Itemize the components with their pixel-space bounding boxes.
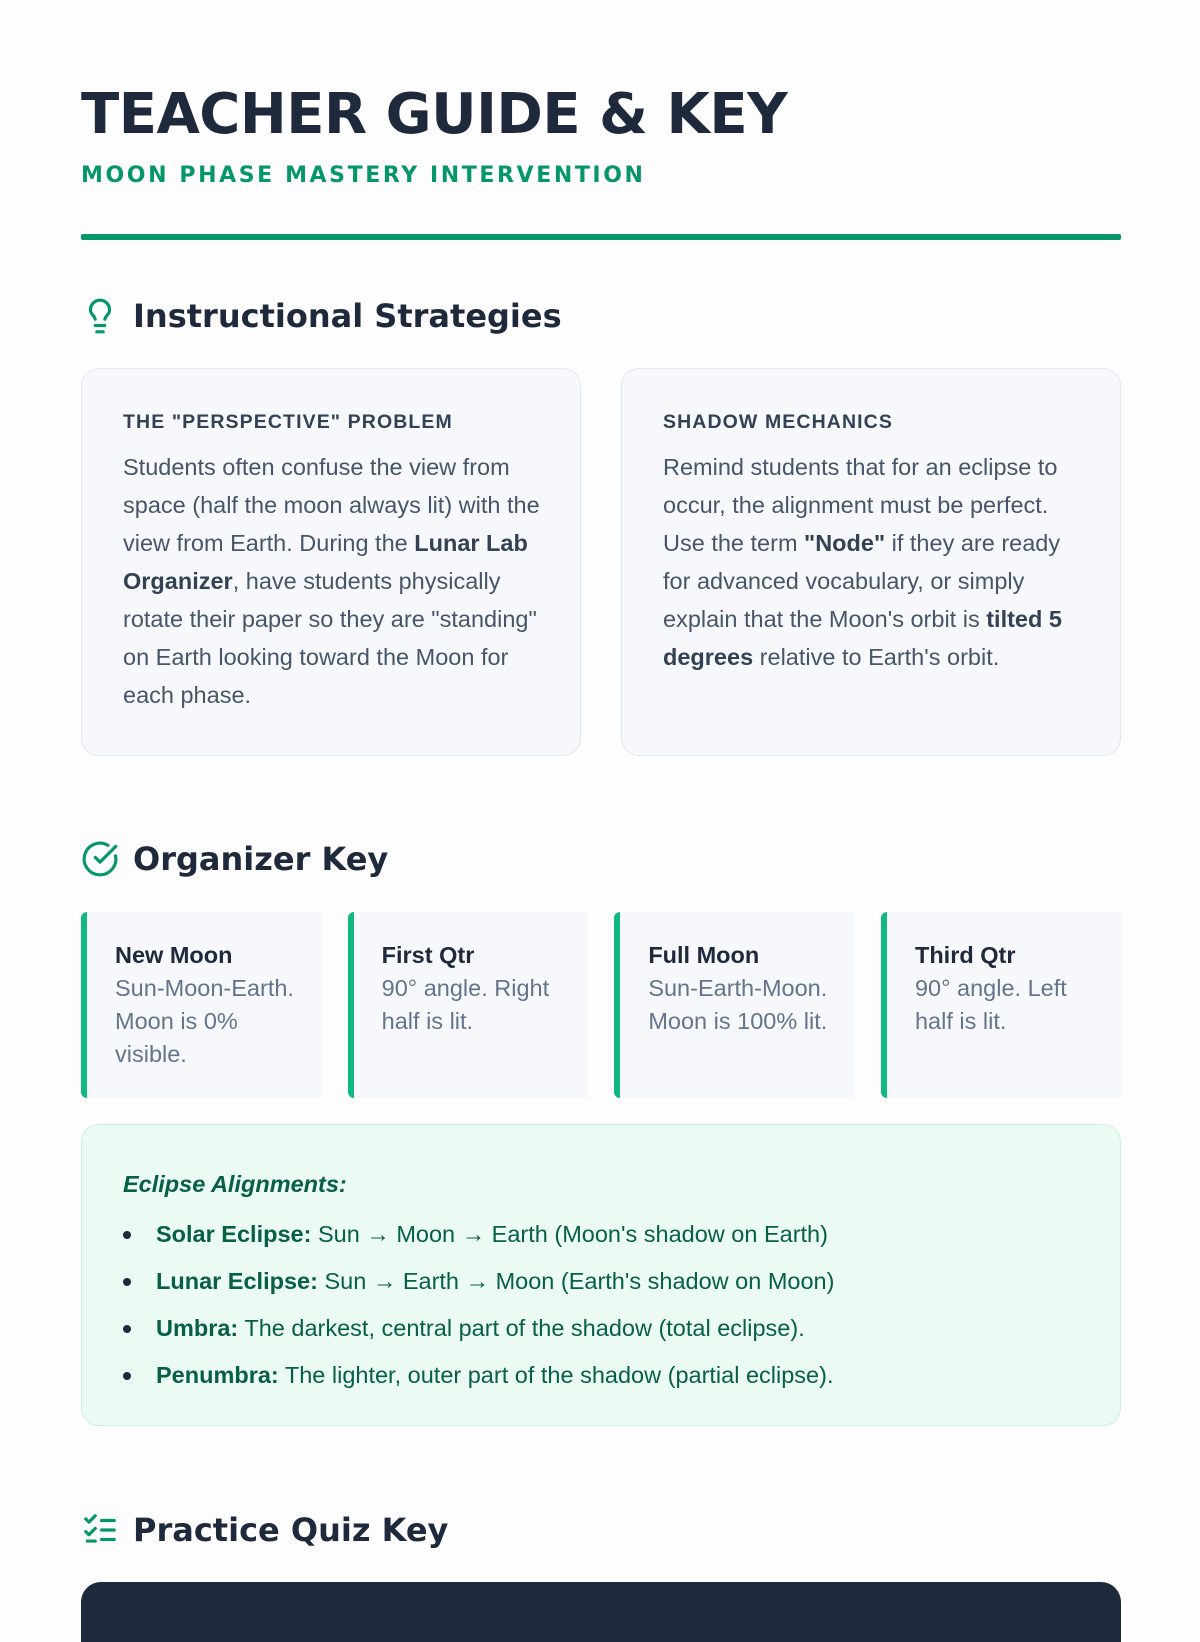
check-circle-icon [81, 840, 119, 878]
card-text: Students often confuse the view from space (half the moon always lit) with the view from Earth. During the Lunar Lab Organizer, have students physically rotate their paper so they are "standing" on Earth looking toward the Moon for each phase. [123, 454, 540, 708]
eclipse-alignments-box [81, 1124, 1121, 1426]
phase-card-first-quarter [348, 912, 588, 1098]
strategy-card-shadow [621, 368, 1121, 756]
quiz-heading [81, 1508, 448, 1552]
quiz-answer-panel [81, 1582, 1121, 1642]
eclipse-list [123, 1211, 1080, 1399]
page-subtitle: MOON PHASE MASTERY INTERVENTION [81, 163, 646, 188]
phase-list [81, 912, 1121, 1098]
organizer-title: Organizer Key [133, 840, 389, 878]
card-text: Remind students that for an eclipse to occur, the alignment must be perfect. Use the term "Node" if they are ready for advanced vocabulary, or simply explain that the Moon's orbit is tilted 5 degrees relative to Earth's orbit. [663, 454, 1062, 670]
phase-card-third-quarter [881, 912, 1121, 1098]
card-title: THE "PERSPECTIVE" PROBLEM [123, 411, 453, 433]
list-item: Umbra: The darkest, central part of the shadow (total eclipse). [123, 1305, 1080, 1352]
organizer-heading [81, 837, 388, 881]
list-item: Penumbra: The lighter, outer part of the shadow (partial eclipse). [123, 1352, 1080, 1399]
card-title: SHADOW MECHANICS [663, 411, 893, 433]
phase-description: 90° angle. Right half is lit. [381, 975, 550, 1034]
lightbulb-icon [81, 297, 119, 335]
page-title: TEACHER GUIDE & KEY [81, 82, 788, 147]
phase-description: Sun-Moon-Earth. Moon is 0% visible. [115, 975, 294, 1067]
list-item: Solar Eclipse: Sun → Moon → Earth (Moon's shadow on Earth) [123, 1211, 1080, 1258]
phase-name: Third Qtr [914, 942, 1016, 968]
strategy-card-perspective [81, 368, 581, 756]
eclipse-title: Eclipse Alignments: [123, 1171, 347, 1197]
quiz-title: Practice Quiz Key [133, 1511, 449, 1549]
checklist-icon [81, 1511, 119, 1549]
phase-name: Full Moon [648, 942, 760, 968]
bullet-icon [123, 1231, 131, 1239]
bullet-icon [123, 1372, 131, 1380]
phase-card-full-moon [614, 912, 854, 1098]
phase-description: Sun-Earth-Moon. Moon is 100% lit. [648, 975, 828, 1034]
strategies-heading [81, 294, 562, 338]
phase-name: First Qtr [381, 942, 475, 968]
bullet-icon [123, 1278, 131, 1286]
strategy-cards [81, 368, 1121, 756]
phase-card-new-moon [81, 912, 321, 1098]
strategies-title: Instructional Strategies [133, 297, 562, 335]
list-item: Lunar Eclipse: Sun → Earth → Moon (Earth's shadow on Moon) [123, 1258, 1080, 1305]
bullet-icon [123, 1325, 131, 1333]
title-divider [81, 234, 1121, 240]
phase-description: 90° angle. Left half is lit. [914, 975, 1067, 1034]
phase-name: New Moon [115, 942, 233, 968]
